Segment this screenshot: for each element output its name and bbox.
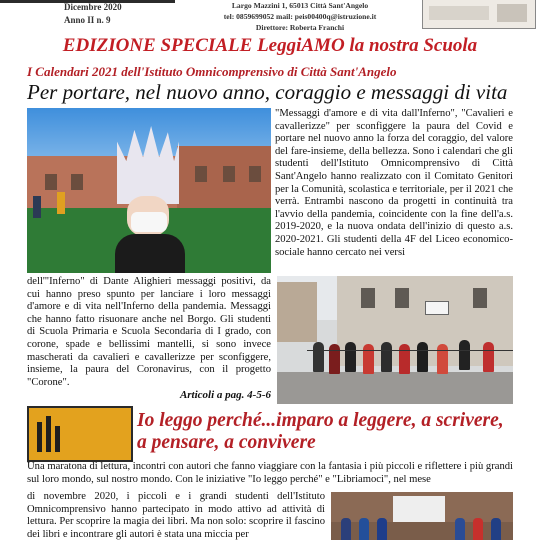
issue-date: Dicembre 2020 — [64, 2, 122, 12]
street-sign — [425, 301, 449, 315]
school-address: Largo Mazzini 1, 65013 Città Sant'Angelo — [231, 1, 369, 10]
face-mask — [131, 212, 167, 232]
classroom-photo — [331, 492, 513, 540]
continued-reference: Articoli a pag. 4-5-6 — [179, 389, 271, 401]
newspaper-director: Direttore: Roberta Franchi — [255, 23, 345, 32]
io-leggo-perche-logo — [27, 406, 133, 462]
article-paragraph: "Messaggi d'amore e di vita dall'Inferno", "Cavalieri e cavallerizze" per sconfiggere la paura del Covid e portare nel nuovo anno la forza del coraggio, del valore del fare-insieme, della bellezza. Sono i calendari che gli studenti dell'Istituto Omnicomprensivo di Città Sant'Angelo hanno realizzato con il Comitato Genitori per la Comunità, scolastica e territoriale, per il 2021 che verrà. Entrambi nascono da progetti in continuità tra l'avvio della pandemia, coincidente con la fine dell'a.s. 2019-2020, e la nuova ondata dell'inizio di questo a.s. 2020-2021. Gli studenti della 4F del Liceo economico-sociale hanno cercato nei versi — [275, 108, 513, 258]
masthead-left — [0, 0, 175, 26]
article-headline: Per portare, nel nuovo anno, coraggio e messaggi di vita — [27, 80, 508, 104]
school-contacts: tel: 0859699052 mail: peis00400q@istruzione.it — [223, 12, 377, 21]
masthead-photo-detail — [497, 4, 527, 22]
article-paragraph: Una maratona di lettura, incontri con autori che fanno viaggiare con la fantasia i più piccoli e riflettere i più grandi sul loro mondo, sul nostro mondo. Con le iniziative "Io leggo perché" e "Libriamoci", nel mese — [27, 461, 513, 485]
issue-number: Anno II n. 9 — [64, 15, 111, 25]
special-edition-title: EDIZIONE SPECIALE LeggiAMO la nostra Scuola — [62, 35, 478, 56]
masthead-photo — [422, 0, 536, 29]
crown-student-photo — [27, 108, 271, 273]
masthead-contacts — [180, 0, 420, 33]
group-students-photo — [277, 276, 513, 404]
masthead-photo-detail — [429, 6, 489, 20]
whiteboard — [393, 496, 445, 522]
article-title: Io leggo perché...imparo a leggere, a scrivere, a pensare, a convivere — [137, 410, 504, 453]
article-paragraph: dell'"Inferno" di Dante Alighieri messaggi positivi, da cui hanno preso spunto per lanciare i loro messaggi d'amore e di vita nell'Inferno della pandemia. Messaggi che hanno fatto risuonare anche nel Borgo. Gli studenti di Scuola Primaria e Scuola Secondaria di I grado, con corone, spade e bellissimi mantelli, si sono invece mascherati da cavalieri e cavallerizze per sconfiggere, insieme, la paura del Coronavirus, con il progetto "Corone". — [27, 276, 271, 388]
article-paragraph: di novembre 2020, i piccoli e i grandi studenti dell'Istituto Omnicomprensivo hanno partecipato in modo attivo ad attività di lettura. Per scoprire la magia dei libri. Ma non solo: scoprire il fascino dei libri e incontrare gli autori è stata una miccia per — [27, 491, 325, 540]
article-kicker: I Calendari 2021 dell'Istituto Omnicomprensivo di Città Sant'Angelo — [27, 64, 397, 79]
